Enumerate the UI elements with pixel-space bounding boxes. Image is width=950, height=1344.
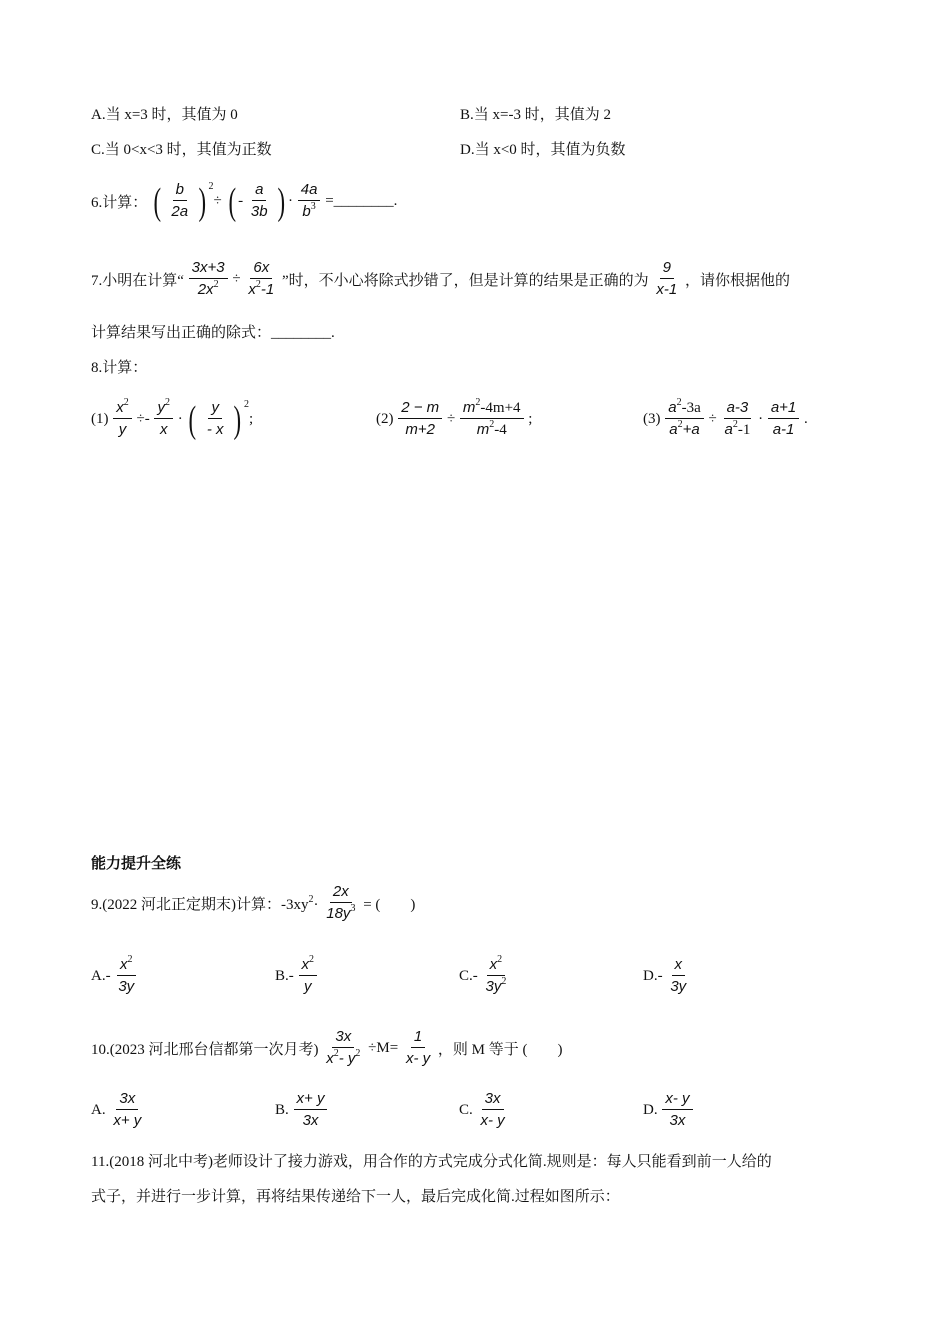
math-fraction: $\frac{x- y}{3x}$ bbox=[662, 1089, 692, 1132]
math-paren: ) bbox=[233, 398, 242, 441]
math-fraction: $\frac{a}{3b}$ bbox=[250, 181, 268, 220]
q10-option-d bbox=[643, 1089, 694, 1132]
math-fraction: $\frac{3x+3}{2x^2}$ bbox=[189, 258, 228, 301]
math-fraction: $\frac{a^2-3a}{a^2+a}$ bbox=[665, 398, 704, 441]
q10-option-d-label: D. bbox=[643, 1102, 658, 1118]
math-fraction: $\frac{a-3}{a^2-1}$ bbox=[724, 399, 751, 438]
math-fraction: $\frac{x^2}{3y}$ bbox=[118, 954, 135, 995]
q10-prefix: 10.(2023 河北邢台信都第一次月考) bbox=[91, 1042, 319, 1058]
q8-part3: (3) $\frac{a^2-3a}{a^2+a}$ ÷ $\frac{a-3}{a^2-1}$ · $\frac{a+1}{a-1}$ . bbox=[643, 398, 808, 441]
q10-option-c-label: C. bbox=[459, 1102, 473, 1118]
q5-option-d: D.当 x<0 时，其值为负数 bbox=[460, 142, 626, 158]
section-title: 能力提升全练 bbox=[91, 854, 182, 872]
math-fraction: $\frac{3x}{x+ y}$ bbox=[113, 1090, 142, 1129]
q9-option-a-label: A.- bbox=[91, 968, 111, 984]
q9-option-c-label: C.- bbox=[459, 968, 478, 984]
math-fraction: $\frac{x}{3y}$ bbox=[670, 956, 687, 995]
q5-option-b: B.当 x=-3 时，其值为 2 bbox=[460, 107, 611, 123]
q8-part2: (2) $\frac{2 - m}{m+2}$ ÷ $\frac{m^2-4m+4}{m^2-4}$ ; bbox=[376, 398, 532, 441]
q9-option-d-label: D.- bbox=[643, 968, 663, 984]
math-fraction: $\frac{m^2-4m+4}{m^2-4}$ bbox=[460, 398, 524, 441]
math-fraction: $\frac{2x}{18y^3}$ bbox=[326, 883, 356, 922]
q9-prefix-group: 9.(2022 河北正定期末)计算：$-3xy^2\cdot$ bbox=[91, 894, 319, 913]
q7-line2: 计算结果写出正确的除式：________. bbox=[91, 325, 335, 341]
math-fraction: $\frac{x+ y}{3x}$ bbox=[294, 1089, 328, 1132]
math-fraction: $\frac{4a}{b^3}$ bbox=[298, 180, 321, 223]
q5-option-c: C.当 0<x<3 时，其值为正数 bbox=[91, 142, 272, 158]
math-fraction: $\frac{2 - m}{m+2}$ bbox=[398, 398, 442, 441]
math-paren: ) bbox=[277, 180, 286, 223]
q11-line1: 11.(2018 河北中考)老师设计了接力游戏，用合作的方式完成分式化简.规则是：每人只能看到前一人给的 bbox=[91, 1154, 772, 1170]
q8-label: 8.计算： bbox=[91, 360, 148, 376]
q8-part1: (1) $\frac{x^2}{y}$ ÷- $\frac{y^2}{x}$ · ( $\frac{y}{- x}$ ) $^2$; bbox=[91, 397, 254, 441]
q7-mid: ”时，不小心将除式抄错了，但是计算的结果是正确的为 bbox=[281, 273, 649, 289]
q6-prefix: 6.计算： bbox=[91, 195, 148, 211]
math-fraction: $\frac{x^2}{y}$ bbox=[113, 398, 132, 441]
q7-end: ，请你根据他的 bbox=[684, 273, 790, 289]
q8-part2-label: (2) bbox=[376, 411, 394, 427]
q10-option-c bbox=[459, 1089, 509, 1132]
math-paren: ( bbox=[189, 398, 197, 441]
math-fraction: $\frac{y^2}{x}$ bbox=[154, 398, 173, 441]
q11-line2: 式子，并进行一步计算，再将结果传递给下一人，最后完成化简.过程如图所示： bbox=[91, 1189, 620, 1205]
q10-mid: ÷M= bbox=[368, 1040, 399, 1056]
q5-option-a: A.当 x=3 时，其值为 0 bbox=[91, 107, 238, 123]
math-paren: ) bbox=[198, 180, 206, 223]
math-paren: ( bbox=[228, 180, 236, 223]
q10-suffix: ，则 M 等于 ( ) bbox=[437, 1042, 563, 1058]
math-fraction: $\frac{9}{x-1}$ bbox=[656, 259, 678, 298]
question-9 bbox=[91, 882, 415, 925]
q9-suffix: = ( ) bbox=[363, 897, 416, 913]
math-fraction: $\frac{1}{x- y}$ bbox=[405, 1028, 431, 1067]
math-fraction: $\frac{b}{2a}$ bbox=[171, 181, 189, 220]
q7-prefix: 7.小明在计算“ bbox=[91, 273, 184, 289]
math-fraction: $\frac{3x}{x- y}$ bbox=[480, 1090, 505, 1129]
q8-part3-label: (3) bbox=[643, 411, 661, 427]
q9-option-d bbox=[643, 955, 690, 998]
q10-option-a bbox=[91, 1089, 145, 1132]
question-7: 7.小明在计算“ $\frac{3x+3}{2x^2}$ ÷ $\frac{6x}{x^2-1}$ ”时，不小心将除式抄错了，但是计算的结果是正确的为 $\frac{9}{x-1}$ ，请你根据他的 bbox=[91, 258, 790, 301]
q9-option-c bbox=[459, 955, 510, 998]
q8-part1-label: (1) bbox=[91, 411, 109, 427]
q9-prefix: 9.(2022 河北正定期末)计算：-3xy bbox=[91, 897, 309, 913]
q10-option-b-label: B. bbox=[275, 1102, 289, 1118]
math-fraction: $\frac{y}{- x}$ bbox=[206, 399, 224, 438]
math-fraction: $\frac{x^2}{y}$ bbox=[299, 955, 318, 998]
math-fraction: $\frac{a+1}{a-1}$ bbox=[768, 398, 799, 441]
math-paren: ( bbox=[153, 180, 162, 223]
question-10 bbox=[91, 1027, 562, 1070]
math-fraction: $\frac{x^2}{3y^2}$ bbox=[485, 954, 507, 995]
math-fraction: $\frac{6x}{x^2-1}$ bbox=[248, 259, 275, 298]
q10-option-a-label: A. bbox=[91, 1102, 106, 1118]
q9-option-b-label: B.- bbox=[275, 968, 294, 984]
question-6: 6.计算： ( $\frac{b}{2a}$ ) $^2$÷ ( - $\frac{a}{3b}$ ) · $\frac{4a}{b^3}$ =________. bbox=[91, 180, 398, 223]
q9-option-a bbox=[91, 955, 138, 998]
math-fraction: $\frac{3x}{x^2- y^2}$ bbox=[326, 1028, 361, 1067]
q9-option-b bbox=[275, 955, 318, 998]
q10-option-b bbox=[275, 1089, 328, 1132]
q6-suffix: =________. bbox=[325, 193, 398, 209]
